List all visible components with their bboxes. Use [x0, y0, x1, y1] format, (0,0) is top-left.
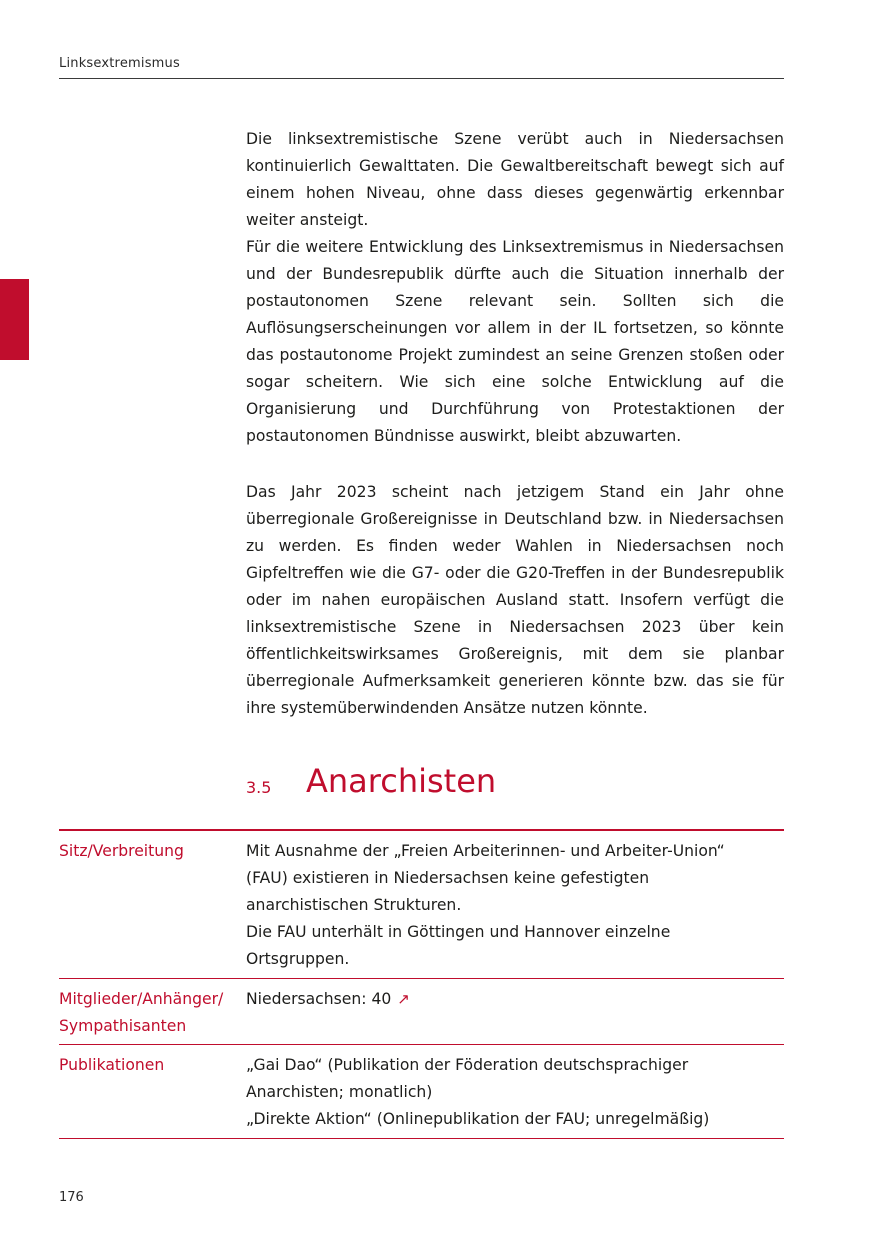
table-bottom-rule	[59, 1138, 784, 1139]
row-label: Sitz/Verbreitung	[59, 842, 184, 860]
paragraph-text: Das Jahr 2023 scheint nach jetzigem Stand ein Jahr ohne überregionale Großereignisse in Deutschland bzw. in Niedersachsen zu werden. Es finden weder Wahlen in Niedersachsen noch Gipfeltreffen wie die G7- oder die G20-Treffen in der Bundesrepublik oder im nahen europäischen Ausland statt. Insofern verfügt die linksextremistische Szene in Niedersachsen 2023 über kein öffentlichkeitswirksames Großereignis, mit dem sie planbar überregionale Aufmerksamkeit generieren könnte bzw. das sie für ihre systemüberwindenden Ansätze nutzen könnte.	[246, 483, 784, 717]
row-value	[246, 986, 766, 1013]
running-head: Linksextremismus	[59, 56, 180, 71]
row-value-line: „Gai Dao“ (Publikation der Föderation deutschsprachiger Anarchisten; monatlich)	[246, 1056, 689, 1101]
row-value	[246, 1052, 766, 1133]
row-value-line: Mit Ausnahme der „Freien Arbeiterinnen- und Arbeiter-Union“ (FAU) existieren in Niedersachsen keine gefestigten anarchistischen Strukturen.	[246, 842, 725, 914]
row-divider	[59, 1044, 784, 1045]
paragraph-text: Die linksextremistische Szene verübt auch in Niedersachsen kontinuierlich Gewalttaten. Die Gewaltbereitschaft bewegt sich auf einem hohen Niveau, ohne dass dieses gegenwärtig erkennbar weiter ansteigt.	[246, 130, 784, 229]
body-paragraph-2	[246, 234, 784, 450]
header-divider	[59, 78, 784, 79]
body-paragraph-1	[246, 126, 784, 234]
row-value-line: „Direkte Aktion“ (Onlinepublikation der FAU; unregelmäßig)	[246, 1110, 710, 1128]
section-number: 3.5	[246, 778, 272, 797]
info-row-mitglieder	[59, 986, 784, 1040]
row-value-line: Niedersachsen: 40	[246, 990, 392, 1008]
trend-up-arrow-icon: ↗	[397, 990, 410, 1008]
row-value	[246, 838, 766, 973]
table-top-rule	[59, 829, 784, 831]
info-row-sitz-verbreitung	[59, 838, 784, 972]
row-label: Mitglieder/Anhänger/ Sympathisanten	[59, 990, 224, 1035]
body-paragraph-3	[246, 479, 784, 722]
section-title: Anarchisten	[306, 762, 497, 800]
chapter-marker-tab	[0, 279, 29, 360]
row-value-line: Die FAU unterhält in Göttingen und Hannover einzelne Ortsgruppen.	[246, 923, 671, 968]
row-divider	[59, 978, 784, 979]
paragraph-text: Für die weitere Entwicklung des Linksextremismus in Niedersachsen und der Bundesrepublik dürfte auch die Situation innerhalb der postautonomen Szene relevant sein. Sollten sich die Auflösungserscheinungen vor allem in der IL fortsetzen, so könnte das postautonome Projekt zumindest an seine Grenzen stoßen oder sogar scheitern. Wie sich eine solche Entwicklung auf die Organisierung und Durchführung von Protestaktionen der postautonomen Bündnisse auswirkt, bleibt abzuwarten.	[246, 238, 784, 445]
section-heading	[246, 762, 784, 806]
row-label: Publikationen	[59, 1056, 165, 1074]
page-number: 176	[59, 1190, 84, 1205]
info-row-publikationen	[59, 1052, 784, 1132]
